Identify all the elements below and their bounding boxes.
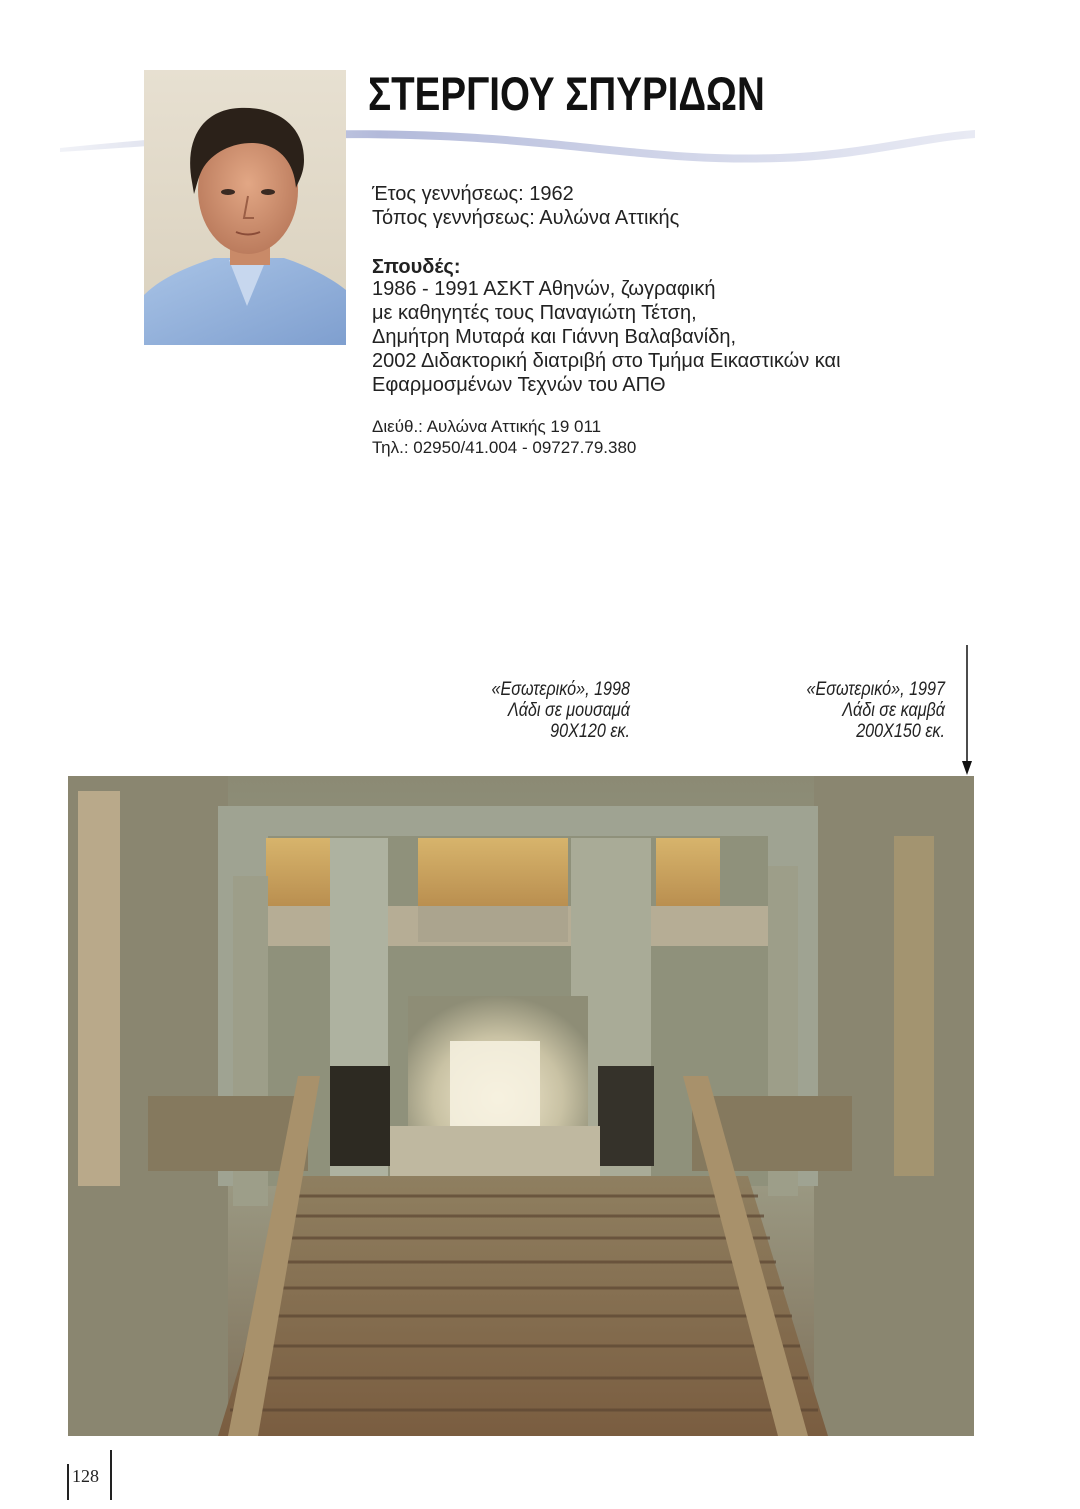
studies-line: 2002 Διδακτορική διατριβή στο Τμήμα Εικαστικών και [372,350,841,372]
page-number-text: 128 [72,1466,99,1486]
contact-info [372,416,636,458]
studies-heading: Σπουδές: [372,256,461,278]
caption-title: «Εσωτερικό», 1997 [806,679,945,700]
birth-year: Έτος γεννήσεως: 1962 [372,183,574,205]
down-arrow-icon [960,645,974,775]
studies-line: 1986 - 1991 ΑΣΚΤ Αθηνών, ζωγραφική [372,278,716,300]
caption-medium: Λάδι σε μουσαμά [507,700,630,721]
caption-painting-1997 [686,679,945,742]
birth-info [372,182,679,230]
studies-line: με καθηγητές τους Παναγιώτη Τέτση, [372,302,697,324]
artist-name-title: ΣΤΕΡΓΙΟΥ ΣΠΥΡΙΔΩΝ [368,67,765,120]
address: Διεύθ.: Αυλώνα Αττικής 19 011 [372,417,602,436]
caption-painting-1998 [375,679,630,742]
caption-size: 90Χ120 εκ. [550,721,630,742]
studies-text [372,277,841,397]
caption-medium: Λάδι σε καμβά [842,700,945,721]
artist-portrait [144,70,346,345]
studies-line: Δημήτρη Μυταρά και Γιάννη Βαλαβανίδη, [372,326,737,348]
caption-size: 200Χ150 εκ. [856,721,945,742]
page-number [64,1450,118,1500]
studies-line: Εφαρμοσμένων Τεχνών του ΑΠΘ [372,374,666,396]
caption-title: «Εσωτερικό», 1998 [491,679,630,700]
birth-place: Τόπος γεννήσεως: Αυλώνα Αττικής [372,207,680,229]
painting-interior-staircase [68,776,974,1436]
phone: Τηλ.: 02950/41.004 - 09727.79.380 [372,438,637,457]
